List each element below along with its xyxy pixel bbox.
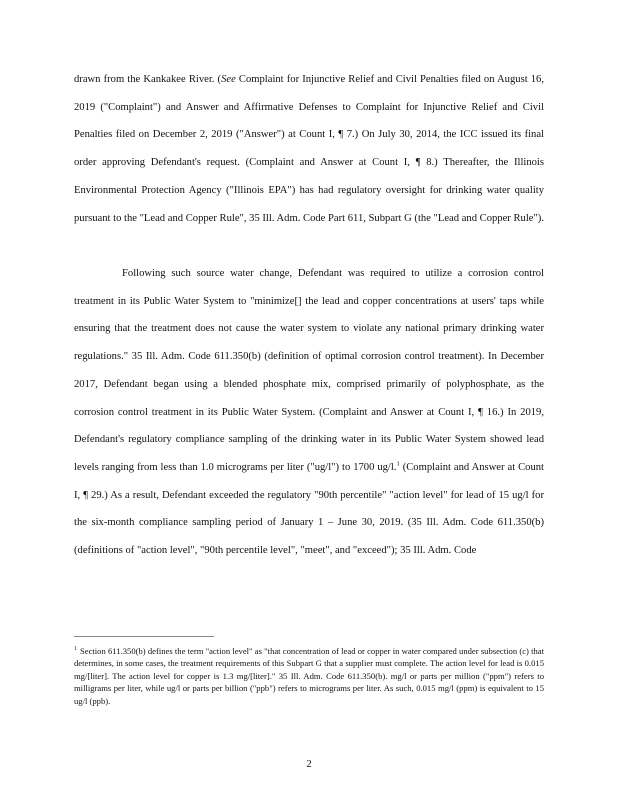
footnote-reference: 1	[396, 460, 400, 468]
body-paragraph-2	[74, 260, 544, 565]
paragraph-1-text-start: drawn from the Kankakee River. (	[74, 74, 222, 85]
footnote-text: Section 611.350(b) defines the term "action level" as "that concentration of lead or copper in water compared under subsection (c) that determines, in some cases, the treatment requirements of this Subpart G that a supplier must complete. The action level for lead is 0.015 mg/[liter]. The action level for copper is 1.3 mg/[liter]." 35 Ill. Adm. Code 611.350(b). mg/l or parts per million ("ppm") refers to milligrams per liter, while ug/l or parts per billion ("ppb") refers to micrograms per liter. As such, 0.015 mg/l (ppm) is equivalent to 15 ug/l (ppb).	[74, 646, 544, 706]
page-number: 2	[306, 759, 312, 770]
body-paragraph-1	[74, 66, 544, 232]
footnote-separator	[74, 636, 214, 637]
footnote-1	[74, 645, 544, 707]
paragraph-2-text-start: Following such source water change, Defendant was required to utilize a corrosion control treatment in its Public Water System to "minimize[] the lead and copper concentrations at users' taps while ensuring that the treatment does not cause the water system to violate any national primary drinking water regulations." 35 Ill. Adm. Code 611.350(b) (definition of optimal corrosion control treatment). In December 2017, Defendant began using a blended phosphate mix, comprised primarily of polyphosphate, as the corrosion control treatment in its Public Water System. (Complaint and Answer at Count I, ¶ 16.) In 2019, Defendant's regulatory compliance sampling of the drinking water in its Public Water System showed lead levels ranging from less than 1.0 micrograms per liter ("ug/l") to 1700 ug/l.	[74, 268, 544, 473]
citation-signal-see: See	[221, 74, 236, 85]
paragraph-2-text-rest: (Complaint and Answer at Count I, ¶ 29.) As a result, Defendant exceeded the regulatory "90th percentile" "action level" for lead of 15 ug/l for the six-month compliance sampling period of January 1 – June 30, 2019. (35 Ill. Adm. Code 611.350(b) (definitions of "action level", "90th percentile level", "meet", and "exceed"); 35 Ill. Adm. Code	[74, 461, 544, 557]
paragraph-1-text-rest: Complaint for Injunctive Relief and Civil Penalties filed on August 16, 2019 ("Complaint") and Answer and Affirmative Defenses to Complaint for Injunctive Relief and Civil Penalties filed on December 2, 2019 ("Answer") at Count I, ¶ 7.) On July 30, 2014, the ICC issued its final order approving Defendant's request. (Complaint and Answer at Count I, ¶ 8.) Thereafter, the Illinois Environmental Protection Agency ("Illinois EPA") has had regulatory oversight for drinking water quality pursuant to the "Lead and Copper Rule", 35 Ill. Adm. Code Part 611, Subpart G (the "Lead and Copper Rule").	[74, 74, 544, 224]
footnote-marker: 1	[74, 646, 77, 653]
